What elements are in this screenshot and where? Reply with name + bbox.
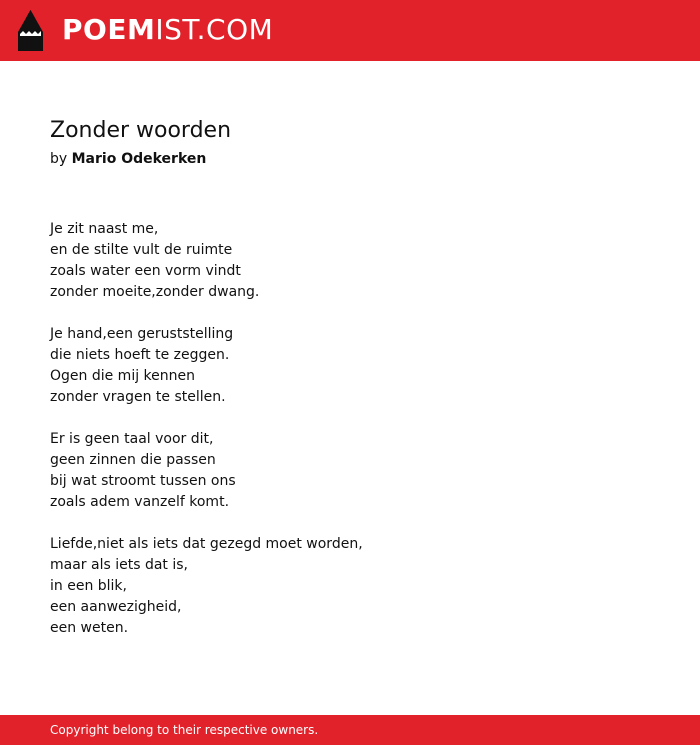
stanza xyxy=(50,429,650,513)
poem-line: in een blik, xyxy=(50,578,127,594)
poem-line: die niets hoeft te zeggen. xyxy=(50,347,230,363)
logo-text-light: IST.COM xyxy=(155,13,274,46)
poem-line: geen zinnen die passen xyxy=(50,452,216,468)
poem-line: Je hand,een geruststelling xyxy=(50,326,234,342)
poem-line: bij wat stroomt tussen ons xyxy=(50,473,236,489)
poem-body xyxy=(50,219,650,639)
stanza xyxy=(50,324,650,408)
by-label: by xyxy=(50,151,68,167)
poem-title: Zonder woorden xyxy=(50,118,232,143)
poem-line: een weten. xyxy=(50,620,129,636)
poem-line: Ogen die mij kennen xyxy=(50,368,196,384)
poem-line: zoals water een vorm vindt xyxy=(50,263,241,279)
poem-line: een aanwezigheid, xyxy=(50,599,182,615)
site-header xyxy=(0,0,700,61)
logo-text-bold: POEM xyxy=(62,13,156,46)
copyright-text: Copyright belong to their respective owners. xyxy=(50,723,319,737)
poem-line: Er is geen taal voor dit, xyxy=(50,431,214,447)
author-name[interactable]: Mario Odekerken xyxy=(71,151,207,167)
site-footer xyxy=(0,715,700,745)
poem-line: zoals adem vanzelf komt. xyxy=(50,494,230,510)
site-logo[interactable] xyxy=(62,12,273,48)
poem-byline xyxy=(50,149,650,169)
pencil-tip-icon[interactable] xyxy=(18,10,43,51)
poem-line: zonder moeite,zonder dwang. xyxy=(50,284,260,300)
poem-line: zonder vragen te stellen. xyxy=(50,389,226,405)
poem-container xyxy=(50,116,650,660)
poem-line: maar als iets dat is, xyxy=(50,557,188,573)
stanza xyxy=(50,219,650,303)
poem-line: Liefde,niet als iets dat gezegd moet worden, xyxy=(50,536,363,552)
poem-line: Je zit naast me, xyxy=(50,221,159,237)
poem-line: en de stilte vult de ruimte xyxy=(50,242,233,258)
stanza xyxy=(50,534,650,639)
